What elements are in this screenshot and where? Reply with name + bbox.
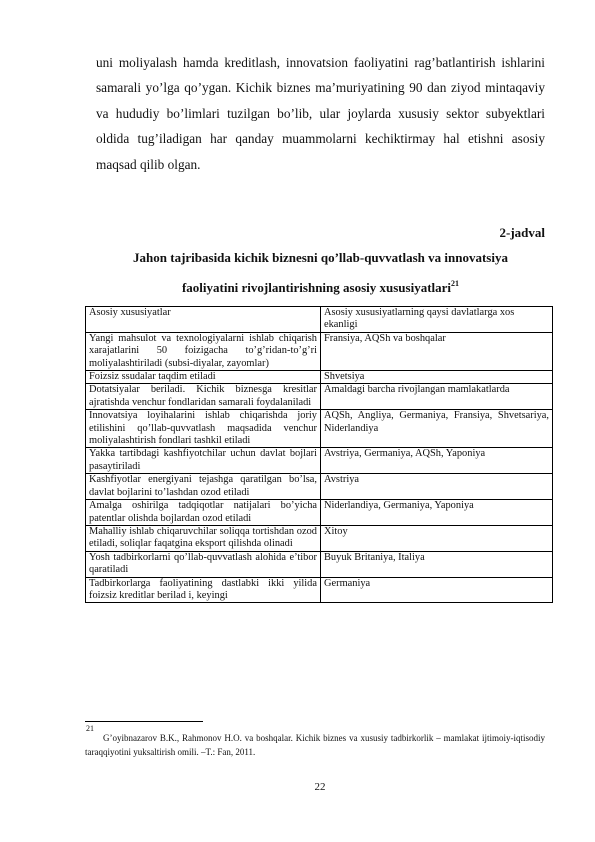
table-row: [86, 371, 553, 384]
footnote-divider: [85, 721, 203, 722]
countries-cell: Germaniya: [321, 577, 553, 603]
table-title: [96, 245, 545, 301]
feature-cell: Kashfiyotlar energiyani tejashga qaratilgan bo’lsa, davlat bojlarini to’lashdan ozod etiladi: [86, 474, 321, 500]
footnote-reference: 21: [451, 279, 460, 288]
table-label: 2-jadval: [499, 225, 545, 240]
table-row: [86, 448, 553, 474]
footnote-text: G’oyibnazarov B.K., Rahmonov H.O. va boshqalar. Kichik biznes va xususiy tadbirkorlik – mamlakat ijtimoiy-iqtisodiy taraqqiyotini yuksaltirish omili. –T.: Fan, 2011.: [85, 733, 545, 757]
feature-cell: Amalga oshirilga tadqiqotlar natijalari bo’yicha patentlar olishda bojlardan ozod etiladi: [86, 500, 321, 526]
table-row: [86, 474, 553, 500]
feature-cell: Foizsiz ssudalar taqdim etiladi: [86, 371, 321, 384]
feature-cell: Dotatsiyalar beriladi. Kichik biznesga kresitlar ajratishda venchur fondlaridan samarali foydalaniladi: [86, 384, 321, 410]
feature-cell: Yangi mahsulot va texnologiyalarni ishlab chiqarish xarajatlarini 50 foizigacha to’g’ridan-to’g’ri moliyalashtiriladi (subsi-diyalar, zayomlar): [86, 332, 321, 370]
countries-cell: Buyuk Britaniya, Italiya: [321, 551, 553, 577]
countries-cell: Avstriya, Germaniya, AQSh, Yaponiya: [321, 448, 553, 474]
countries-cell: Amaldagi barcha rivojlangan mamlakatlarda: [321, 384, 553, 410]
feature-cell: Innovatsiya loyihalarini ishlab chiqarishda joriy etilishini qo’llab-quvvatlash maqsadida venchur moliyalashtirish fondlari tashkil etiladi: [86, 410, 321, 448]
table-row: [86, 332, 553, 370]
header-countries: Asosiy xususiyatlarning qaysi davlatlarga xos ekanligi: [321, 307, 553, 333]
feature-cell: Yakka tartibdagi kashfiyotchilar uchun davlat bojlari pasaytiriladi: [86, 448, 321, 474]
countries-cell: Xitoy: [321, 525, 553, 551]
countries-cell: AQSh, Angliya, Germaniya, Fransiya, Shvetsariya, Niderlandiya: [321, 410, 553, 448]
table-row: [86, 384, 553, 410]
countries-cell: Shvetsiya: [321, 371, 553, 384]
table-row: [86, 577, 553, 603]
table-header-row: [86, 307, 553, 333]
features-table: [85, 306, 553, 603]
header-features: Asosiy xususiyatlar: [86, 307, 321, 333]
countries-cell: Avstriya: [321, 474, 553, 500]
footnote-mark: 21: [86, 724, 94, 733]
page-number: 22: [314, 781, 326, 793]
table-row: [86, 500, 553, 526]
countries-cell: Fransiya, AQSh va boshqalar: [321, 332, 553, 370]
body-paragraph: uni moliyalash hamda kreditlash, innovatsion faoliyatini rag’batlantirish ishlarini samarali yo’lga qo’ygan. Kichik biznes ma’muriyatining 90 dan ziyod mintaqaviy va hududiy bo’limlari tuzilgan bo’lib, ular joylarda xususiy sektor subyektlari oldida tug’iladigan har qanday muammolarni kechiktirmay hal etishni asosiy maqsad qilib olgan.: [96, 55, 545, 172]
feature-cell: Mahalliy ishlab chiqaruvchilar soliqqa tortishdan ozod etiladi, soliqlar faqatgina eksport qilishda olinadi: [86, 525, 321, 551]
feature-cell: Yosh tadbirkorlarni qo’llab-quvvatlash alohida e’tibor qaratiladi: [86, 551, 321, 577]
countries-cell: Niderlandiya, Germaniya, Yaponiya: [321, 500, 553, 526]
table-row: [86, 410, 553, 448]
table-title-line2: faoliyatini rivojlantirishning asosiy xususiyatlari: [181, 280, 452, 295]
table-row: [86, 525, 553, 551]
feature-cell: Tadbirkorlarga faoliyatining dastlabki ikki yilida foizsiz kreditlar berilad i, keyingi: [86, 577, 321, 603]
table-title-line1: Jahon tajribasida kichik biznesni qo’llab-quvvatlash va innovatsiya: [133, 250, 508, 265]
table-row: [86, 551, 553, 577]
